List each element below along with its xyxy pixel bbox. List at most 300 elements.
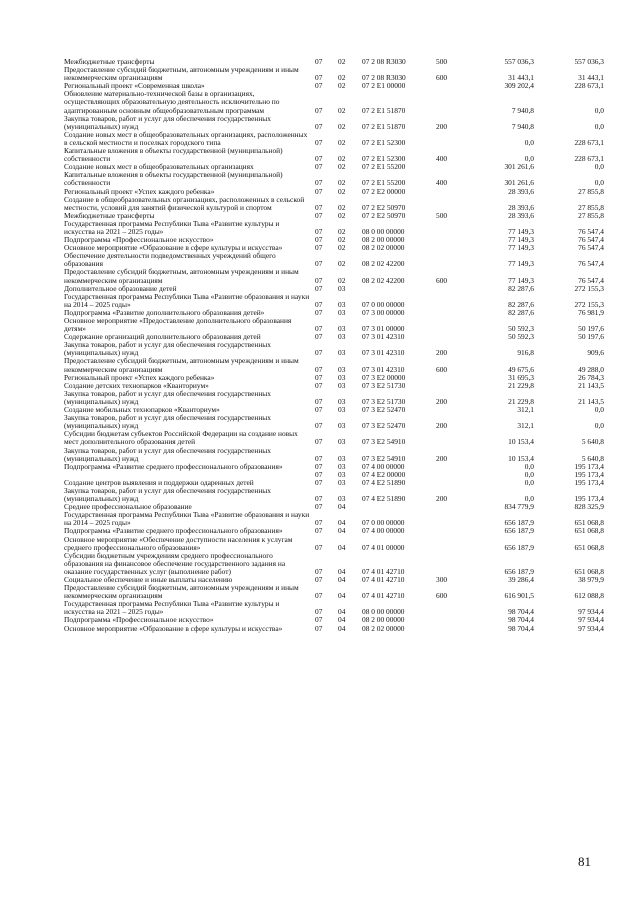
row-name: Предоставление субсидий бюджетным, автономным учреждениям и иным некоммерческим организациям bbox=[64, 583, 299, 601]
row-section: 07 bbox=[315, 461, 323, 471]
row-subsection: 03 bbox=[338, 421, 346, 431]
table-row bbox=[64, 485, 604, 504]
row-subsection: 03 bbox=[338, 283, 346, 293]
row-expense-type: 200 bbox=[436, 453, 448, 463]
row-target-code: 07 3 E2 51730 bbox=[362, 380, 406, 390]
row-amount-second: 31 443,1 bbox=[578, 73, 604, 83]
row-amount-first: 50 592,3 bbox=[508, 332, 534, 342]
row-amount-first: 21 229,8 bbox=[508, 380, 534, 390]
row-target-code: 07 3 E2 52470 bbox=[362, 421, 406, 431]
row-subsection: 03 bbox=[338, 324, 346, 334]
row-subsection: 02 bbox=[338, 226, 346, 236]
row-amount-first: 10 153,4 bbox=[508, 437, 534, 447]
row-name: Закупка товаров, работ и услуг для обеспечения государственных (муниципальных) нужд bbox=[64, 445, 271, 463]
row-section: 07 bbox=[315, 73, 323, 83]
row-target-code: 07 3 E2 00000 bbox=[362, 372, 406, 382]
row-target-code: 07 2 08 R3030 bbox=[362, 73, 406, 83]
row-amount-first: 31 695,3 bbox=[508, 372, 534, 382]
row-target-code: 07 4 00 00000 bbox=[362, 461, 405, 471]
row-subsection: 02 bbox=[338, 137, 346, 147]
row-amount-first: 7 940,8 bbox=[511, 121, 534, 131]
row-target-code: 07 3 E2 54910 bbox=[362, 437, 406, 447]
row-amount-second: 0,0 bbox=[594, 421, 604, 431]
row-amount-second: 228 673,1 bbox=[574, 154, 604, 164]
row-subsection: 02 bbox=[338, 202, 346, 212]
row-section: 07 bbox=[315, 453, 323, 463]
row-section: 07 bbox=[315, 542, 323, 552]
row-amount-second: 97 934,4 bbox=[578, 607, 604, 617]
row-subsection: 04 bbox=[338, 615, 346, 625]
row-name: Межбюджетные трансферты bbox=[64, 57, 155, 66]
row-subsection: 04 bbox=[338, 542, 346, 552]
row-amount-second: 195 173,4 bbox=[574, 469, 604, 479]
row-subsection: 02 bbox=[338, 162, 346, 172]
table-row bbox=[64, 429, 604, 447]
row-expense-type: 300 bbox=[436, 575, 448, 584]
row-target-code: 07 2 E1 52300 bbox=[362, 154, 406, 164]
table-row bbox=[64, 291, 604, 309]
table-row bbox=[64, 316, 604, 334]
row-amount-first: 0,0 bbox=[524, 477, 534, 487]
row-name: Обновление материально-технической базы в организациях, осуществляющих образовательную деятельность исключительно по адаптированным основным общеобразовательным программам bbox=[64, 89, 280, 115]
row-target-code: 07 2 08 R3030 bbox=[362, 57, 406, 66]
row-subsection: 02 bbox=[338, 178, 346, 188]
row-subsection: 02 bbox=[338, 57, 346, 66]
row-amount-second: 26 784,3 bbox=[578, 372, 604, 382]
row-target-code: 08 2 00 00000 bbox=[362, 235, 405, 245]
row-name: Создание мобильных технопарков «Кванториум» bbox=[64, 405, 220, 415]
row-section: 07 bbox=[315, 57, 323, 66]
row-name: Субсидии бюджетам субъектов Российской Федерации на создание новых мест дополнительного образования детей bbox=[64, 429, 298, 447]
row-amount-second: 76 547,4 bbox=[578, 226, 604, 236]
table-row bbox=[64, 113, 604, 131]
table-row bbox=[64, 534, 604, 552]
row-section: 07 bbox=[315, 235, 323, 245]
row-amount-first: 10 153,4 bbox=[508, 453, 534, 463]
row-section: 07 bbox=[315, 348, 323, 358]
row-amount-first: 0,0 bbox=[524, 461, 534, 471]
row-amount-second: 195 173,4 bbox=[574, 494, 604, 504]
row-amount-first: 82 287,6 bbox=[508, 283, 534, 293]
row-target-code: 07 3 01 42310 bbox=[362, 332, 405, 342]
row-amount-second: 97 934,4 bbox=[578, 615, 604, 625]
table-row bbox=[64, 445, 604, 463]
row-name: Капитальные вложения в объекты государственной (муниципальной) собственности bbox=[64, 146, 283, 164]
row-amount-first: 28 393,6 bbox=[508, 186, 534, 196]
row-target-code: 07 2 E2 50970 bbox=[362, 202, 406, 212]
row-section: 07 bbox=[315, 324, 323, 334]
row-target-code: 07 4 01 42710 bbox=[362, 591, 405, 601]
row-subsection: 04 bbox=[338, 502, 346, 512]
row-amount-second: 27 855,8 bbox=[578, 202, 604, 212]
row-amount-second: 195 173,4 bbox=[574, 461, 604, 471]
row-amount-first: 301 261,6 bbox=[504, 178, 534, 188]
row-subsection: 02 bbox=[338, 186, 346, 196]
row-subsection: 02 bbox=[338, 235, 346, 245]
row-section: 07 bbox=[315, 81, 323, 91]
row-name: Среднее профессиональное образование bbox=[64, 502, 192, 512]
row-amount-first: 312,1 bbox=[517, 405, 534, 415]
row-target-code: 07 3 00 00000 bbox=[362, 307, 405, 317]
row-amount-second: 27 855,8 bbox=[578, 186, 604, 196]
row-subsection: 02 bbox=[338, 275, 346, 285]
row-amount-second: 21 143,5 bbox=[578, 380, 604, 390]
row-amount-first: 0,0 bbox=[524, 154, 534, 164]
table-row bbox=[64, 356, 604, 374]
row-target-code: 07 3 01 42310 bbox=[362, 348, 405, 358]
row-target-code: 07 4 00 00000 bbox=[362, 526, 405, 536]
row-target-code: 07 2 E2 50970 bbox=[362, 210, 406, 220]
row-target-code: 07 3 E2 54910 bbox=[362, 453, 406, 463]
row-target-code: 07 4 E2 51890 bbox=[362, 477, 406, 487]
row-target-code: 07 0 00 00000 bbox=[362, 299, 405, 309]
row-target-code: 07 4 E2 00000 bbox=[362, 469, 406, 479]
row-amount-first: 28 393,6 bbox=[508, 210, 534, 220]
row-name: Создание новых мест в общеобразовательных организациях bbox=[64, 162, 254, 172]
row-section: 07 bbox=[315, 372, 323, 382]
row-section: 07 bbox=[315, 380, 323, 390]
row-target-code: 07 4 01 42710 bbox=[362, 566, 405, 576]
row-expense-type: 500 bbox=[436, 210, 448, 220]
row-section: 07 bbox=[315, 105, 323, 115]
row-target-code: 07 3 01 42310 bbox=[362, 364, 405, 374]
budget-table bbox=[64, 57, 604, 633]
row-section: 07 bbox=[315, 502, 323, 512]
row-amount-second: 50 197,6 bbox=[578, 324, 604, 334]
row-name: Закупка товаров, работ и услуг для обеспечения государственных (муниципальных) нужд bbox=[64, 413, 271, 431]
table-row bbox=[64, 146, 604, 164]
row-amount-second: 49 288,0 bbox=[578, 364, 604, 374]
row-subsection: 04 bbox=[338, 575, 346, 584]
row-section: 07 bbox=[315, 623, 323, 633]
row-name: Предоставление субсидий бюджетным, автономным учреждениям и иным некоммерческим организациям bbox=[64, 65, 299, 83]
row-amount-second: 50 197,6 bbox=[578, 332, 604, 342]
row-amount-second: 651 068,8 bbox=[574, 518, 604, 528]
row-name: Закупка товаров, работ и услуг для обеспечения государственных (муниципальных) нужд bbox=[64, 388, 271, 406]
row-name: Субсидии бюджетным учреждениям среднего профессионального образования на финансовое обеспечение государственного задания на оказание государственных услуг (выполнение работ) bbox=[64, 550, 286, 576]
row-amount-second: 38 979,9 bbox=[578, 575, 604, 584]
row-name: Создание в общеобразовательных организациях, расположенных в сельской местности, условий для занятий физической культурой и спортом bbox=[64, 194, 305, 212]
row-name: Подпрограмма «Профессиональное искусство» bbox=[64, 615, 214, 625]
table-row bbox=[64, 251, 604, 269]
row-section: 07 bbox=[315, 137, 323, 147]
row-amount-first: 656 187,9 bbox=[504, 518, 534, 528]
row-section: 07 bbox=[315, 162, 323, 172]
row-subsection: 03 bbox=[338, 461, 346, 471]
row-subsection: 03 bbox=[338, 469, 346, 479]
row-subsection: 03 bbox=[338, 494, 346, 504]
row-name: Основное мероприятие «Образование в сфере культуры и искусства» bbox=[64, 623, 283, 633]
table-row bbox=[64, 461, 604, 471]
row-name: Капитальные вложения в объекты государственной (муниципальной) собственности bbox=[64, 170, 283, 188]
row-expense-type: 600 bbox=[436, 364, 448, 374]
row-name: Содержание организаций дополнительного образования детей bbox=[64, 332, 261, 342]
row-target-code: 07 2 E1 51870 bbox=[362, 105, 406, 115]
table-row bbox=[64, 65, 604, 83]
row-subsection: 03 bbox=[338, 299, 346, 309]
row-amount-first: 834 779,9 bbox=[504, 502, 534, 512]
table-row bbox=[64, 550, 604, 576]
row-name: Региональный проект «Современная школа» bbox=[64, 81, 205, 91]
row-amount-second: 76 981,9 bbox=[578, 307, 604, 317]
row-amount-second: 557 036,3 bbox=[574, 57, 604, 66]
table-row bbox=[64, 194, 604, 212]
row-amount-second: 0,0 bbox=[594, 121, 604, 131]
row-expense-type: 200 bbox=[436, 121, 448, 131]
row-amount-second: 0,0 bbox=[594, 178, 604, 188]
row-target-code: 08 2 02 42200 bbox=[362, 259, 405, 269]
row-target-code: 07 2 E2 00000 bbox=[362, 186, 406, 196]
row-target-code: 07 2 E1 55200 bbox=[362, 178, 406, 188]
row-subsection: 03 bbox=[338, 307, 346, 317]
row-expense-type: 200 bbox=[436, 396, 448, 406]
row-name: Создание детских технопарков «Кванториум» bbox=[64, 380, 209, 390]
table-row bbox=[64, 267, 604, 285]
row-amount-first: 39 286,4 bbox=[508, 575, 534, 584]
row-amount-first: 49 675,6 bbox=[508, 364, 534, 374]
row-subsection: 02 bbox=[338, 81, 346, 91]
row-name: Основное мероприятие «Образование в сфере культуры и искусства» bbox=[64, 243, 283, 253]
row-expense-type: 200 bbox=[436, 421, 448, 431]
row-amount-second: 5 640,8 bbox=[581, 453, 604, 463]
row-amount-second: 651 068,8 bbox=[574, 526, 604, 536]
row-amount-first: 82 287,6 bbox=[508, 307, 534, 317]
row-amount-second: 272 155,3 bbox=[574, 299, 604, 309]
row-expense-type: 600 bbox=[436, 591, 448, 601]
row-target-code: 07 3 01 00000 bbox=[362, 324, 405, 334]
row-amount-first: 77 149,3 bbox=[508, 259, 534, 269]
row-amount-first: 656 187,9 bbox=[504, 566, 534, 576]
row-subsection: 04 bbox=[338, 526, 346, 536]
row-section: 07 bbox=[315, 210, 323, 220]
row-name: Государственная программа Республики Тыва «Развитие культуры и искусства на 2021 – 2025 годы» bbox=[64, 599, 280, 617]
row-target-code: 07 4 E2 51890 bbox=[362, 494, 406, 504]
row-name: Основное мероприятие «Обеспечение доступности населения к услугам среднего профессионального образования» bbox=[64, 534, 293, 552]
row-amount-second: 228 673,1 bbox=[574, 137, 604, 147]
row-amount-second: 0,0 bbox=[594, 405, 604, 415]
row-target-code: 08 2 02 00000 bbox=[362, 623, 405, 633]
table-row bbox=[64, 340, 604, 358]
row-amount-second: 195 173,4 bbox=[574, 477, 604, 487]
row-target-code: 07 2 E1 00000 bbox=[362, 81, 406, 91]
row-subsection: 02 bbox=[338, 210, 346, 220]
row-amount-second: 909,6 bbox=[587, 348, 604, 358]
row-section: 07 bbox=[315, 178, 323, 188]
row-section: 07 bbox=[315, 186, 323, 196]
row-subsection: 03 bbox=[338, 405, 346, 415]
row-amount-first: 301 261,6 bbox=[504, 162, 534, 172]
table-row bbox=[64, 89, 604, 115]
table-row bbox=[64, 583, 604, 601]
row-subsection: 02 bbox=[338, 243, 346, 253]
row-subsection: 02 bbox=[338, 259, 346, 269]
row-section: 07 bbox=[315, 259, 323, 269]
row-amount-first: 98 704,4 bbox=[508, 615, 534, 625]
row-amount-first: 82 287,6 bbox=[508, 299, 534, 309]
row-section: 07 bbox=[315, 396, 323, 406]
row-amount-second: 828 325,9 bbox=[574, 502, 604, 512]
row-subsection: 04 bbox=[338, 623, 346, 633]
row-subsection: 04 bbox=[338, 518, 346, 528]
row-section: 07 bbox=[315, 421, 323, 431]
row-amount-first: 309 202,4 bbox=[504, 81, 534, 91]
row-section: 07 bbox=[315, 226, 323, 236]
row-section: 07 bbox=[315, 607, 323, 617]
row-amount-first: 0,0 bbox=[524, 494, 534, 504]
row-amount-first: 21 229,8 bbox=[508, 396, 534, 406]
row-section: 07 bbox=[315, 364, 323, 374]
table-row bbox=[64, 599, 604, 617]
table-row bbox=[64, 623, 604, 633]
row-amount-first: 616 901,5 bbox=[504, 591, 534, 601]
row-section: 07 bbox=[315, 202, 323, 212]
row-section: 07 bbox=[315, 121, 323, 131]
row-amount-first: 557 036,3 bbox=[504, 57, 534, 66]
row-name: Закупка товаров, работ и услуг для обеспечения государственных (муниципальных) нужд bbox=[64, 485, 271, 504]
row-amount-first: 28 393,6 bbox=[508, 202, 534, 212]
row-amount-first: 31 443,1 bbox=[508, 73, 534, 83]
row-name: Подпрограмма «Развитие дополнительного образования детей» bbox=[64, 307, 265, 317]
row-subsection: 03 bbox=[338, 453, 346, 463]
row-name: Государственная программа Республики Тыва «Развитие культуры и искусства на 2021 – 2025 годы» bbox=[64, 218, 280, 236]
row-amount-first: 0,0 bbox=[524, 469, 534, 479]
row-amount-second: 651 068,8 bbox=[574, 566, 604, 576]
row-subsection: 03 bbox=[338, 332, 346, 342]
row-name: Предоставление субсидий бюджетным, автономным учреждениям и иным некоммерческим организациям bbox=[64, 356, 299, 374]
row-amount-second: 0,0 bbox=[594, 105, 604, 115]
row-name: Подпрограмма «Развитие среднего профессионального образования» bbox=[64, 461, 283, 471]
row-target-code: 08 0 00 00000 bbox=[362, 607, 405, 617]
row-section: 07 bbox=[315, 243, 323, 253]
row-name: Подпрограмма «Развитие среднего профессионального образования» bbox=[64, 526, 283, 536]
row-section: 07 bbox=[315, 283, 323, 293]
row-section: 07 bbox=[315, 154, 323, 164]
row-amount-second: 76 547,4 bbox=[578, 275, 604, 285]
table-row bbox=[64, 129, 604, 147]
row-expense-type: 600 bbox=[436, 275, 448, 285]
row-subsection: 02 bbox=[338, 105, 346, 115]
row-amount-first: 77 149,3 bbox=[508, 243, 534, 253]
row-name: Создание центров выявления и поддержки одаренных детей bbox=[64, 477, 254, 487]
row-amount-second: 21 143,5 bbox=[578, 396, 604, 406]
row-expense-type: 200 bbox=[436, 494, 448, 504]
row-amount-first: 656 187,9 bbox=[504, 542, 534, 552]
row-subsection: 02 bbox=[338, 121, 346, 131]
row-amount-first: 77 149,3 bbox=[508, 235, 534, 245]
row-subsection: 02 bbox=[338, 73, 346, 83]
row-section: 07 bbox=[315, 437, 323, 447]
row-name: Закупка товаров, работ и услуг для обеспечения государственных (муниципальных) нужд bbox=[64, 340, 271, 358]
row-section: 07 bbox=[315, 566, 323, 576]
row-section: 07 bbox=[315, 307, 323, 317]
row-amount-first: 98 704,4 bbox=[508, 607, 534, 617]
row-name: Подпрограмма «Профессиональное искусство» bbox=[64, 235, 214, 245]
row-target-code: 08 2 02 42200 bbox=[362, 275, 405, 285]
row-section: 07 bbox=[315, 332, 323, 342]
row-subsection: 04 bbox=[338, 591, 346, 601]
row-section: 07 bbox=[315, 477, 323, 487]
row-target-code: 07 3 E2 52470 bbox=[362, 405, 406, 415]
row-name: Обеспечение деятельности подведомственных учреждений общего образования bbox=[64, 251, 276, 269]
row-amount-second: 97 934,4 bbox=[578, 623, 604, 633]
table-row bbox=[64, 388, 604, 406]
row-name: Создание новых мест в общеобразовательных организациях, расположенных в сельской местности и поселках городского типа bbox=[64, 129, 308, 147]
table-row bbox=[64, 413, 604, 431]
row-amount-second: 76 547,4 bbox=[578, 235, 604, 245]
row-target-code: 08 0 00 00000 bbox=[362, 226, 405, 236]
row-target-code: 07 4 01 42710 bbox=[362, 575, 405, 584]
row-target-code: 07 2 E1 55200 bbox=[362, 162, 406, 172]
row-amount-second: 272 155,3 bbox=[574, 283, 604, 293]
row-name: Основное мероприятие «Предоставление дополнительного образования детям» bbox=[64, 316, 292, 334]
row-subsection: 03 bbox=[338, 437, 346, 447]
row-amount-second: 5 640,8 bbox=[581, 437, 604, 447]
row-name: Закупка товаров, работ и услуг для обеспечения государственных (муниципальных) нужд bbox=[64, 113, 271, 131]
row-amount-second: 228 673,1 bbox=[574, 81, 604, 91]
row-name: Государственная программа Республики Тыва «Развитие образования и науки на 2014 – 2025 годы» bbox=[64, 510, 310, 528]
row-subsection: 03 bbox=[338, 396, 346, 406]
row-section: 07 bbox=[315, 299, 323, 309]
row-amount-first: 77 149,3 bbox=[508, 275, 534, 285]
row-name: Государственная программа Республики Тыва «Развитие образования и науки на 2014 – 2025 годы» bbox=[64, 291, 310, 309]
row-section: 07 bbox=[315, 615, 323, 625]
row-expense-type: 200 bbox=[436, 348, 448, 358]
row-section: 07 bbox=[315, 591, 323, 601]
row-amount-second: 612 088,8 bbox=[574, 591, 604, 601]
row-subsection: 04 bbox=[338, 607, 346, 617]
row-section: 07 bbox=[315, 275, 323, 285]
row-name: Региональный проект «Успех каждого ребенка» bbox=[64, 186, 215, 196]
row-subsection: 03 bbox=[338, 372, 346, 382]
row-target-code: 07 2 E1 52300 bbox=[362, 137, 406, 147]
row-amount-second: 651 068,8 bbox=[574, 542, 604, 552]
row-expense-type: 400 bbox=[436, 178, 448, 188]
row-amount-second: 27 855,8 bbox=[578, 210, 604, 220]
row-name: Предоставление субсидий бюджетным, автономным учреждениям и иным некоммерческим организациям bbox=[64, 267, 299, 285]
row-amount-first: 50 592,3 bbox=[508, 324, 534, 334]
row-section: 07 bbox=[315, 526, 323, 536]
row-amount-second: 76 547,4 bbox=[578, 259, 604, 269]
row-amount-second: 0,0 bbox=[594, 162, 604, 172]
row-target-code: 07 3 E2 51730 bbox=[362, 396, 406, 406]
row-subsection: 02 bbox=[338, 154, 346, 164]
row-name: Межбюджетные трансферты bbox=[64, 210, 155, 220]
row-amount-first: 77 149,3 bbox=[508, 226, 534, 236]
row-name: Социальное обеспечение и иные выплаты населению bbox=[64, 575, 233, 584]
row-section: 07 bbox=[315, 494, 323, 504]
row-amount-first: 916,8 bbox=[517, 348, 534, 358]
row-name: Региональный проект «Успех каждого ребенка» bbox=[64, 372, 215, 382]
row-section: 07 bbox=[315, 469, 323, 479]
row-amount-first: 656 187,9 bbox=[504, 526, 534, 536]
row-subsection: 03 bbox=[338, 348, 346, 358]
row-target-code: 07 0 00 00000 bbox=[362, 518, 405, 528]
row-expense-type: 600 bbox=[436, 73, 448, 83]
row-section: 07 bbox=[315, 518, 323, 528]
row-section: 07 bbox=[315, 575, 323, 584]
row-target-code: 08 2 00 00000 bbox=[362, 615, 405, 625]
table-row bbox=[64, 218, 604, 236]
row-amount-second: 76 547,4 bbox=[578, 243, 604, 253]
row-expense-type: 500 bbox=[436, 57, 448, 66]
page-number: 81 bbox=[578, 854, 591, 869]
row-amount-first: 312,1 bbox=[517, 421, 534, 431]
row-expense-type: 400 bbox=[436, 154, 448, 164]
row-subsection: 04 bbox=[338, 566, 346, 576]
row-target-code: 07 4 01 00000 bbox=[362, 542, 405, 552]
row-target-code: 08 2 02 00000 bbox=[362, 243, 405, 253]
row-subsection: 03 bbox=[338, 380, 346, 390]
